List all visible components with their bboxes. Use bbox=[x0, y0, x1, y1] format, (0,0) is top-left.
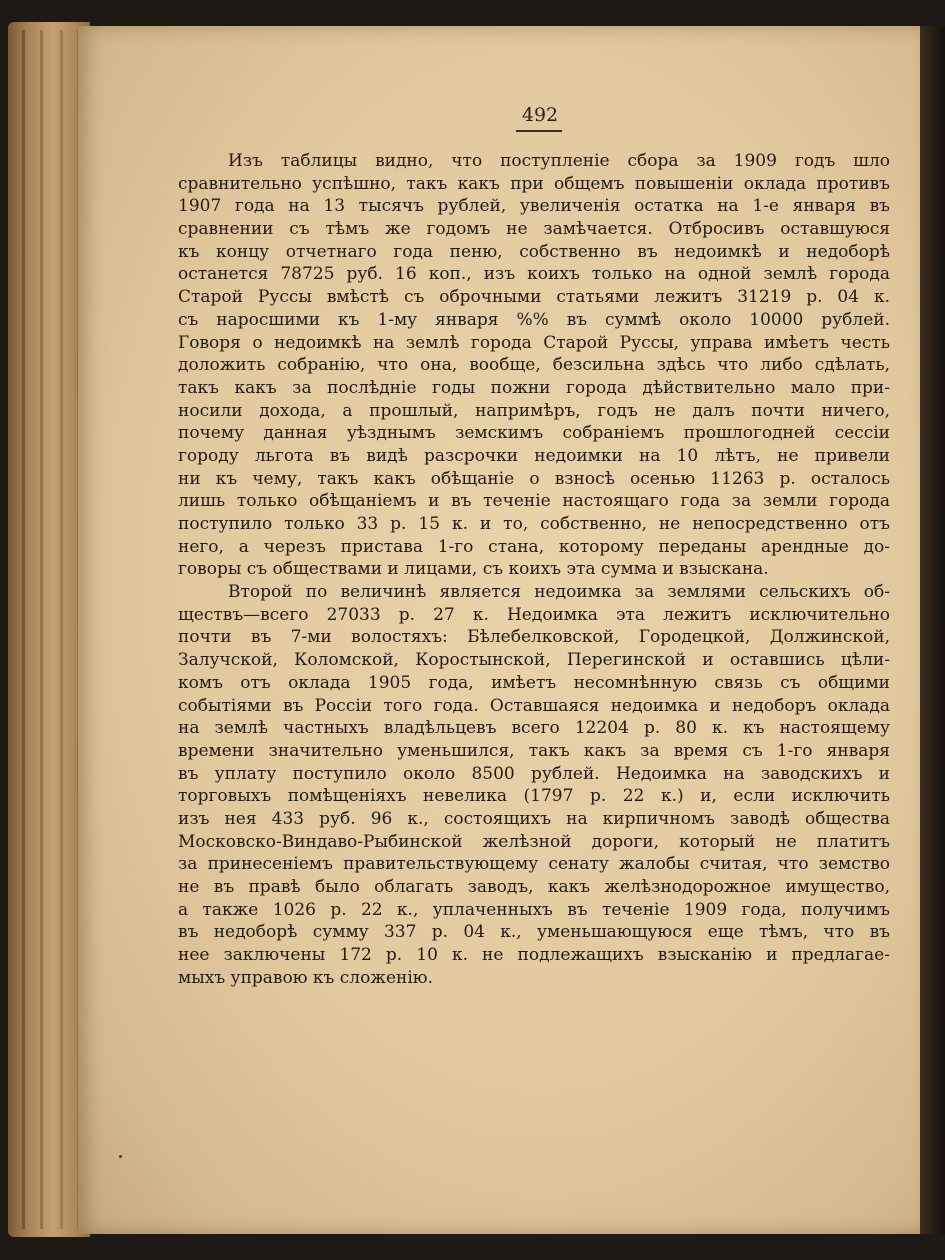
text-line: сравнительно успѣшно, такъ какъ при общемъ повышеніи оклада противъ bbox=[178, 173, 890, 194]
text-line: комъ отъ оклада 1905 года, имѣетъ несомнѣнную связь съ общими bbox=[178, 672, 890, 693]
text-line: ни къ чему, такъ какъ обѣщаніе о взносѣ осенью 11263 р. осталось bbox=[178, 468, 890, 489]
page-number: 492 bbox=[521, 104, 559, 126]
text-line: не въ правѣ было облагать заводъ, какъ желѣзнодорожное имущество, bbox=[178, 877, 890, 897]
text-line: Залучской, Коломской, Коростынской, Перегинской и оставшись цѣли- bbox=[178, 650, 890, 671]
text-line: ществъ—всего 27033 р. 27 к. Недоимка эта лежитъ исключительно bbox=[178, 604, 890, 625]
text-line: останется 78725 руб. 16 коп., изъ коихъ только на одной землѣ города bbox=[178, 264, 890, 285]
text-line: Московско-Виндаво-Рыбинской желѣзной дороги, который не платитъ bbox=[178, 831, 890, 852]
text-line: нее заключены 172 р. 10 к. не подлежащихъ взысканію и предлагае- bbox=[178, 945, 890, 966]
text-line: къ концу отчетнаго года пеню, собственно въ недоимкѣ и недоборѣ bbox=[178, 241, 890, 262]
text-line: торговыхъ помѣщеніяхъ невелика (1797 р. 22 к.) и, если исключить bbox=[178, 786, 890, 807]
text-line: на землѣ частныхъ владѣльцевъ всего 12204 р. 80 к. къ настоящему bbox=[178, 718, 890, 739]
text-line: за принесеніемъ правительствующему сенату жалобы считая, что земство bbox=[178, 854, 890, 875]
text-line: 1907 года на 13 тысячъ рублей, увеличенія остатка на 1-е января въ bbox=[178, 196, 890, 217]
text-line: него, а черезъ пристава 1-го стана, которому переданы арендные до- bbox=[178, 536, 890, 557]
text-line: событіями въ Россіи того года. Оставшаяся недоимка и недоборъ оклада bbox=[178, 695, 890, 716]
text-line: почему данная уѣзднымъ земскимъ собраніемъ прошлогодней сессіи bbox=[178, 423, 890, 444]
text-line: городу льгота въ видѣ разсрочки недоимки на 10 лѣтъ, не привели bbox=[178, 445, 890, 466]
text-line: изъ нея 433 руб. 96 к., состоящихъ на кирпичномъ заводѣ общества bbox=[178, 808, 890, 829]
text-line: почти въ 7-ми волостяхъ: Бѣлебелковской, Городецкой, Должинской, bbox=[178, 627, 890, 648]
text-line: поступило только 33 р. 15 к. и то, собственно, не непосредственно отъ bbox=[178, 514, 890, 534]
text-line: въ недоборѣ сумму 337 р. 04 к., уменьшающуюся еще тѣмъ, что въ bbox=[178, 922, 890, 943]
text-line: сравнении съ тѣмъ же годомъ не замѣчается. Отбросивъ оставшуюся bbox=[178, 219, 890, 240]
text-line: Старой Руссы вмѣстѣ съ оброчными статьями лежитъ 31219 р. 04 к. bbox=[178, 287, 890, 308]
ink-speck bbox=[119, 1155, 122, 1158]
body-text bbox=[178, 150, 890, 989]
text-line: говоры съ обществами и лицами, съ коихъ эта сумма и взыскана. bbox=[178, 559, 769, 580]
text-line: времени значительно уменьшился, такъ какъ за время съ 1-го января bbox=[178, 740, 890, 761]
text-line: съ наросшими къ 1-му января %% въ суммѣ около 10000 рублей. bbox=[178, 309, 890, 330]
text-line: доложить собранію, что она, вообще, безсильна здѣсь что либо сдѣлать, bbox=[178, 355, 890, 376]
book-gutter-shadow bbox=[920, 26, 945, 1234]
text-line: а также 1026 р. 22 к., уплаченныхъ въ теченіе 1909 года, получимъ bbox=[178, 899, 890, 920]
text-line: Второй по величинѣ является недоимка за землями сельскихъ об- bbox=[228, 582, 890, 603]
text-line: такъ какъ за послѣдніе годы пожни города дѣйствительно мало при- bbox=[178, 377, 890, 398]
page-number-underline bbox=[516, 130, 562, 132]
text-line: носили дохода, а прошлый, напримѣръ, годъ не далъ почти ничего, bbox=[178, 400, 890, 421]
text-line: лишь только обѣщаніемъ и въ теченіе настоящаго года за земли города bbox=[178, 491, 890, 512]
text-line: въ уплату поступило около 8500 рублей. Недоимка на заводскихъ и bbox=[178, 763, 890, 784]
text-line: Изъ таблицы видно, что поступленіе сбора за 1909 годъ шло bbox=[228, 151, 890, 171]
text-line: Говоря о недоимкѣ на землѣ города Старой Руссы, управа имѣетъ честь bbox=[178, 332, 890, 353]
text-line: мыхъ управою къ сложенію. bbox=[178, 967, 433, 988]
